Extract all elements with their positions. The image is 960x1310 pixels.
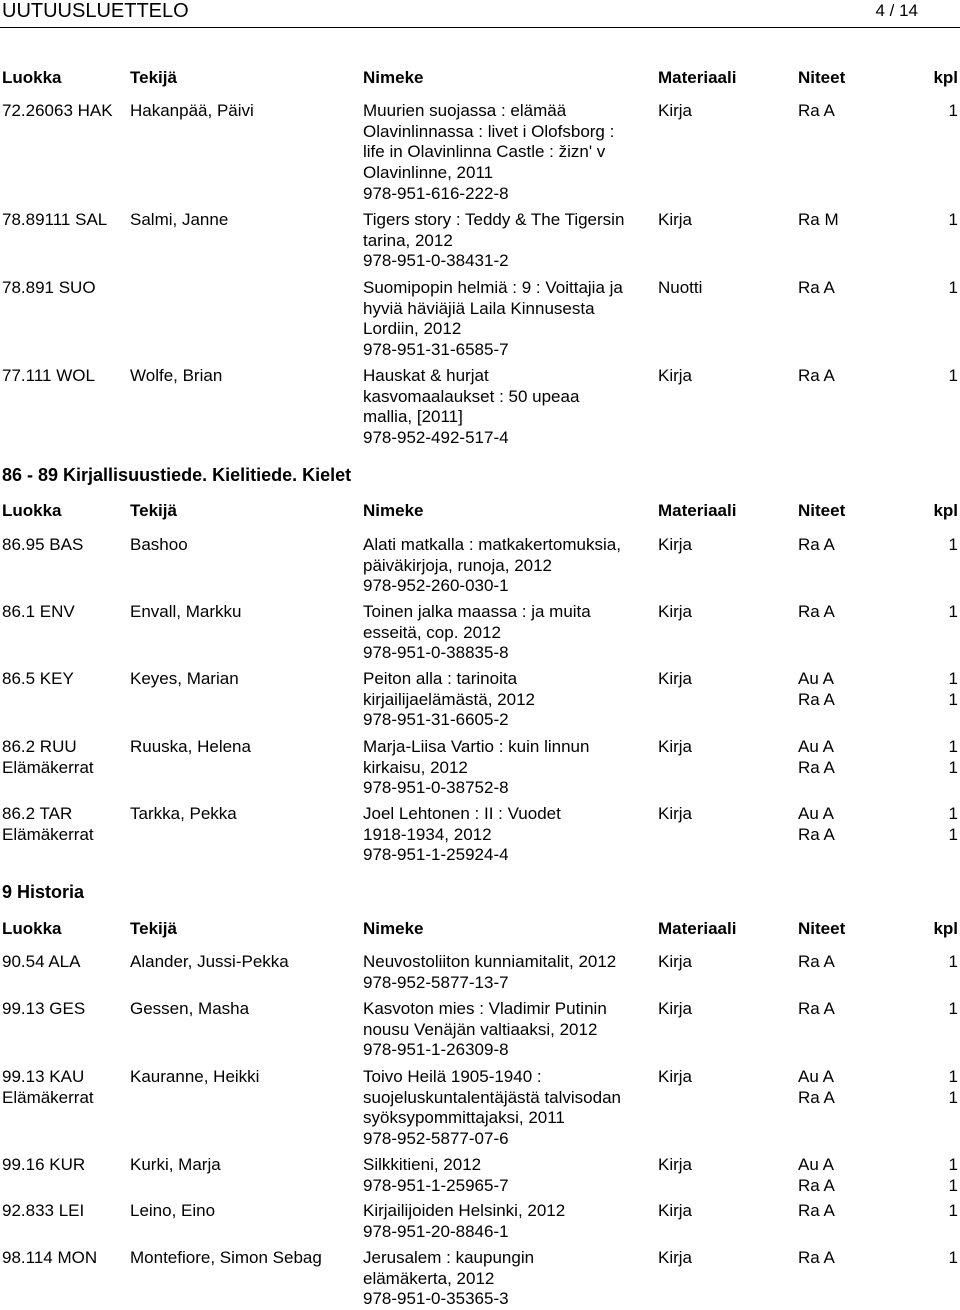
- title-cell: [363, 366, 655, 449]
- title-cell: [363, 669, 655, 731]
- author-name: Salmi, Janne: [130, 210, 229, 229]
- author-name: Gessen, Masha: [130, 999, 250, 1018]
- title-line: tarina, 2012: [363, 230, 453, 250]
- title-line: suojeluskuntalentäjästä talvisodan: [363, 1087, 622, 1107]
- isbn: 978-951-31-6605-2: [363, 710, 509, 730]
- title-line: Olavinlinnassa : livet i Olofsborg :: [363, 121, 615, 141]
- class-code-line: 86.1 ENV: [2, 602, 75, 621]
- copy-count: 1: [948, 1175, 958, 1195]
- page-number: 4 / 14: [875, 1, 918, 20]
- title-line: Lordiin, 2012: [363, 319, 462, 339]
- author-name: Montefiore, Simon Sebag: [130, 1248, 322, 1267]
- title-line: kirjailijaelämästä, 2012: [363, 689, 535, 709]
- column-header-count: kpl: [933, 501, 958, 520]
- copy-count: 1: [948, 101, 958, 120]
- material-type: Kirja: [658, 1248, 693, 1267]
- location: Ra A: [798, 999, 835, 1018]
- copy-count: 1: [948, 1087, 958, 1107]
- copy-count: 1: [948, 278, 958, 297]
- class-code-line: 77.111 WOL: [2, 366, 95, 385]
- location: Au A: [798, 669, 834, 688]
- author-name: Envall, Markku: [130, 602, 242, 621]
- copy-count: 1: [948, 210, 958, 229]
- location: Ra A: [798, 1201, 835, 1220]
- isbn: 978-951-20-8846-1: [363, 1221, 509, 1241]
- section-title: 9 Historia: [2, 882, 85, 902]
- class-subgroup: Elämäkerrat: [2, 1087, 94, 1107]
- title-cell: [363, 101, 655, 205]
- title-cell: [363, 1248, 655, 1310]
- location: Ra A: [798, 278, 835, 297]
- class-code: [2, 999, 85, 1020]
- location: Au A: [798, 804, 834, 823]
- title-line: elämäkerta, 2012: [363, 1268, 495, 1288]
- title-line: Neuvostoliiton kunniamitalit, 2012: [363, 952, 617, 971]
- copy-count: 1: [948, 804, 958, 823]
- class-code-line: 86.95 BAS: [2, 535, 84, 554]
- material-type: Kirja: [658, 1155, 693, 1174]
- class-code: [2, 669, 74, 690]
- title-cell: [363, 737, 655, 799]
- class-code: [2, 366, 95, 387]
- class-code-line: 99.13 GES: [2, 999, 86, 1018]
- document-title: UUTUUSLUETTELO: [2, 0, 189, 22]
- column-header-title: Nimeke: [363, 68, 424, 87]
- class-code: [2, 1201, 84, 1222]
- column-header-location: Niteet: [798, 68, 846, 87]
- title-line: kirkaisu, 2012: [363, 757, 468, 777]
- title-cell: [363, 999, 655, 1061]
- material-type: Kirja: [658, 366, 693, 385]
- title-line: Marja-Liisa Vartio : kuin linnun: [363, 737, 590, 756]
- column-header-title: Nimeke: [363, 919, 424, 938]
- title-cell: [363, 278, 655, 361]
- column-header-count: kpl: [933, 919, 958, 938]
- copy-count: 1: [948, 535, 958, 554]
- title-cell: [363, 535, 655, 597]
- author-name: Bashoo: [130, 535, 188, 554]
- title-line: syöksypommittajaksi, 2011: [363, 1108, 565, 1128]
- page-header: [0, 0, 960, 24]
- class-subgroup: Elämäkerrat: [2, 757, 94, 777]
- title-line: nousu Venäjän valtiaaksi, 2012: [363, 1019, 598, 1039]
- column-header-author: Tekijä: [130, 501, 177, 520]
- copy-count: 1: [948, 1155, 958, 1174]
- location: Au A: [798, 1155, 834, 1174]
- material-type: Kirja: [658, 602, 693, 621]
- material-type: Kirja: [658, 1067, 693, 1086]
- title-cell: [363, 1067, 655, 1150]
- column-header-material: Materiaali: [658, 501, 737, 520]
- title-line: Kasvoton mies : Vladimir Putinin: [363, 999, 607, 1018]
- class-code-line: 78.891 SUO: [2, 278, 96, 297]
- title-cell: [363, 1201, 655, 1242]
- location: Ra A: [798, 824, 835, 844]
- title-line: päiväkirjoja, runoja, 2012: [363, 555, 553, 575]
- column-header-material: Materiaali: [658, 68, 737, 87]
- class-code: [2, 535, 83, 556]
- title-line: esseitä, cop. 2012: [363, 622, 501, 642]
- copy-count: 1: [948, 999, 958, 1018]
- class-code-line: 78.89111 SAL: [2, 210, 108, 229]
- isbn: 978-952-492-517-4: [363, 428, 509, 448]
- author-name: Keyes, Marian: [130, 669, 239, 688]
- title-line: Kirjailijoiden Helsinki, 2012: [363, 1201, 566, 1220]
- column-header-class: Luokka: [2, 919, 62, 938]
- isbn: 978-951-1-25965-7: [363, 1175, 509, 1195]
- class-code: [2, 1067, 94, 1108]
- class-code-line: 90.54 ALA: [2, 952, 81, 971]
- title-cell: [363, 804, 655, 866]
- material-type: Kirja: [658, 804, 693, 823]
- column-header-author: Tekijä: [130, 919, 177, 938]
- column-header-location: Niteet: [798, 919, 846, 938]
- section-title: 86 - 89 Kirjallisuustiede. Kielitiede. Kielet: [2, 465, 352, 485]
- copy-count: 1: [948, 1067, 958, 1086]
- copy-count: 1: [948, 952, 958, 971]
- title-cell: [363, 210, 655, 272]
- copy-count: 1: [948, 669, 958, 688]
- author-name: Kurki, Marja: [130, 1155, 221, 1174]
- column-header-row: [0, 501, 960, 521]
- class-code: [2, 1248, 97, 1269]
- title-line: Jerusalem : kaupungin: [363, 1248, 535, 1267]
- location: Au A: [798, 1067, 834, 1086]
- material-type: Kirja: [658, 737, 693, 756]
- copy-count: 1: [948, 1248, 958, 1267]
- copy-count: 1: [948, 1201, 958, 1220]
- location: Ra A: [798, 1248, 835, 1267]
- title-line: kasvomaalaukset : 50 upeaa: [363, 386, 580, 406]
- isbn: 978-951-1-25924-4: [363, 845, 509, 865]
- title-line: Hauskat & hurjat: [363, 366, 489, 385]
- header-divider: [0, 27, 960, 28]
- title-line: Suomipopin helmiä : 9 : Voittajia ja: [363, 278, 623, 297]
- column-header-material: Materiaali: [658, 919, 737, 938]
- column-header-count: kpl: [933, 68, 958, 87]
- class-code-line: 72.26063 HAK: [2, 101, 113, 120]
- class-code-line: 92.833 LEI: [2, 1201, 85, 1220]
- title-line: Peiton alla : tarinoita: [363, 669, 518, 688]
- title-cell: [363, 952, 655, 993]
- title-line: mallia, [2011]: [363, 407, 463, 427]
- class-code: [2, 101, 113, 122]
- isbn: 978-951-0-38431-2: [363, 251, 509, 271]
- material-type: Kirja: [658, 952, 693, 971]
- location: Ra A: [798, 689, 835, 709]
- location: Ra A: [798, 602, 835, 621]
- isbn: 978-952-5877-13-7: [363, 972, 509, 992]
- author-name: Tarkka, Pekka: [130, 804, 237, 823]
- title-line: Alati matkalla : matkakertomuksia,: [363, 535, 621, 554]
- title-line: Silkkitieni, 2012: [363, 1155, 482, 1174]
- isbn: 978-951-0-38752-8: [363, 778, 509, 798]
- title-line: 1918-1934, 2012: [363, 824, 492, 844]
- material-type: Kirja: [658, 535, 693, 554]
- column-header-author: Tekijä: [130, 68, 177, 87]
- isbn: 978-951-1-26309-8: [363, 1040, 509, 1060]
- class-code: [2, 602, 75, 623]
- class-code: [2, 737, 94, 778]
- isbn: 978-951-31-6585-7: [363, 340, 509, 360]
- copy-count: 1: [948, 824, 958, 844]
- copy-count: 1: [948, 689, 958, 709]
- class-code-line: 86.5 KEY: [2, 669, 74, 688]
- column-header-row: [0, 919, 960, 939]
- class-subgroup: Elämäkerrat: [2, 824, 94, 844]
- copy-count: 1: [948, 602, 958, 621]
- material-type: Kirja: [658, 669, 693, 688]
- location: Ra M: [798, 210, 839, 229]
- location: Au A: [798, 737, 834, 756]
- location: Ra A: [798, 535, 835, 554]
- location: Ra A: [798, 1175, 835, 1195]
- title-line: life in Olavinlinna Castle : žizn' v: [363, 142, 606, 162]
- author-name: Kauranne, Heikki: [130, 1067, 260, 1086]
- author-name: Ruuska, Helena: [130, 737, 251, 756]
- class-code: [2, 210, 107, 231]
- isbn: 978-951-0-38835-8: [363, 643, 509, 663]
- isbn: 978-951-616-222-8: [363, 183, 509, 203]
- column-header-row: [0, 68, 960, 88]
- title-line: Joel Lehtonen : II : Vuodet: [363, 804, 561, 823]
- class-code-line: 99.16 KUR: [2, 1155, 86, 1174]
- title-line: Tigers story : Teddy & The Tigersin: [363, 210, 625, 229]
- title-cell: [363, 1155, 655, 1196]
- location: Ra A: [798, 757, 835, 777]
- author-name: Wolfe, Brian: [130, 366, 223, 385]
- author-name: Hakanpää, Päivi: [130, 101, 254, 120]
- location: Ra A: [798, 952, 835, 971]
- material-type: Kirja: [658, 1201, 693, 1220]
- copy-count: 1: [948, 737, 958, 756]
- material-type: Kirja: [658, 210, 693, 229]
- title-line: Muurien suojassa : elämää: [363, 101, 567, 120]
- title-cell: [363, 602, 655, 664]
- class-code: [2, 804, 94, 845]
- column-header-class: Luokka: [2, 501, 62, 520]
- author-name: Leino, Eino: [130, 1201, 216, 1220]
- column-header-title: Nimeke: [363, 501, 424, 520]
- class-code: [2, 1155, 85, 1176]
- location: Ra A: [798, 101, 835, 120]
- title-line: Olavinlinne, 2011: [363, 163, 494, 183]
- copy-count: 1: [948, 757, 958, 777]
- class-code-line: 86.2 RUU: [2, 737, 77, 756]
- class-code-line: 99.13 KAU: [2, 1067, 85, 1086]
- copy-count: 1: [948, 366, 958, 385]
- title-line: hyviä häviäjiä Laila Kinnusesta: [363, 298, 595, 318]
- isbn: 978-951-0-35365-3: [363, 1289, 509, 1309]
- isbn: 978-952-260-030-1: [363, 576, 509, 596]
- material-type: Kirja: [658, 101, 693, 120]
- author-name: Alander, Jussi-Pekka: [130, 952, 289, 971]
- class-code: [2, 952, 80, 973]
- material-type: Kirja: [658, 999, 693, 1018]
- column-header-location: Niteet: [798, 501, 846, 520]
- class-code: [2, 278, 96, 299]
- class-code-line: 86.2 TAR: [2, 804, 73, 823]
- title-line: Toivo Heilä 1905-1940 :: [363, 1067, 542, 1086]
- column-header-class: Luokka: [2, 68, 62, 87]
- title-line: Toinen jalka maassa : ja muita: [363, 602, 591, 621]
- isbn: 978-952-5877-07-6: [363, 1129, 509, 1149]
- material-type: Nuotti: [658, 278, 703, 297]
- class-code-line: 98.114 MON: [2, 1248, 98, 1267]
- location: Ra A: [798, 1087, 835, 1107]
- location: Ra A: [798, 366, 835, 385]
